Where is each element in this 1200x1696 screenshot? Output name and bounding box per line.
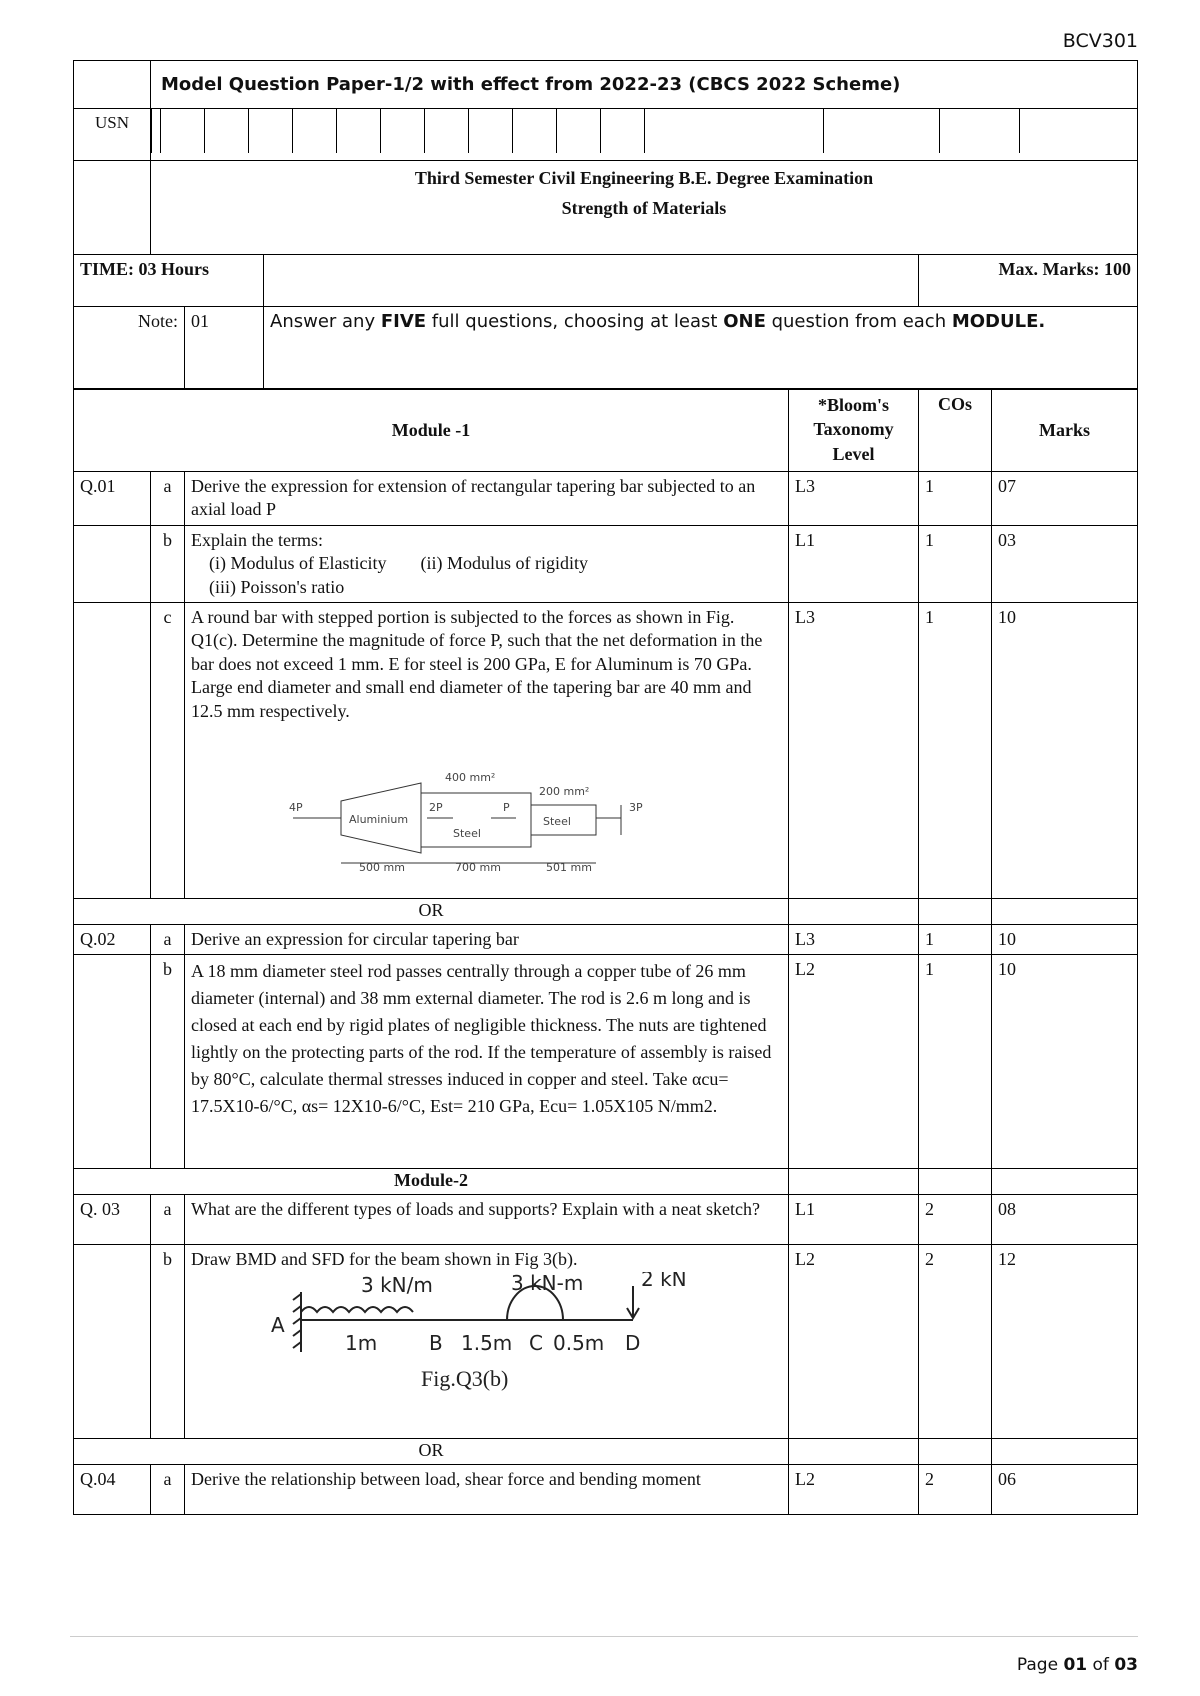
question-row: Q.02 a Derive an expression for circular tapering bar L3 1 10	[74, 924, 1138, 954]
question-number: Q. 03	[74, 1195, 151, 1245]
label-aluminium: Aluminium	[349, 812, 409, 826]
question-text: What are the different types of loads and supports? Explain with a neat sketch?	[185, 1195, 789, 1245]
question-row: Q.01 a Derive the expression for extension of rectangular tapering bar subjected to an axial load P L3 1 07	[74, 472, 1138, 526]
label-3p: 3P	[629, 800, 643, 814]
question-paper-table	[73, 60, 1138, 1515]
subject-title: Strength of Materials	[561, 197, 727, 218]
footer-divider	[70, 1636, 1138, 1637]
question-row: b A 18 mm diameter steel rod passes centrally through a copper tube of 26 mm diameter (internal) and 38 mm external diameter. The rod is 2.6 m long and is closed at each end by rigid plates of negligible thickness. The nuts are tightened lightly on the protecting parts of the rod. If the temperature of assembly is raised by 80°C, calculate thermal stresses induced in copper and steel. Take αcu= 17.5X10-6/°C, αs= 12X10-6/°C, Est= 210 GPa, Ecu= 1.05X105 N/mm2. L2 1 10	[74, 955, 1138, 1169]
fig-caption: Fig.Q3(b)	[421, 1365, 509, 1391]
or-separator: OR	[74, 1439, 789, 1465]
question-number: Q.01	[74, 472, 151, 526]
usn-field[interactable]	[151, 109, 1138, 161]
question-text: Derive an expression for circular tapering bar	[185, 924, 789, 954]
label-point-d: D	[625, 1330, 641, 1355]
label-point-a: A	[271, 1312, 285, 1337]
question-text: Derive the expression for extension of rectangular tapering bar subjected to an axial load P	[185, 472, 789, 526]
exam-title: Third Semester Civil Engineering B.E. Degree Examination	[414, 168, 874, 188]
max-marks: Max. Marks: 100	[919, 255, 1138, 307]
model-paper-title: Model Question Paper-1/2 with effect from 2022-23 (CBCS 2022 Scheme)	[151, 61, 1138, 109]
module-1-heading: Module -1	[74, 390, 789, 472]
label-moment: 3 kN-m	[511, 1271, 584, 1295]
usn-label: USN	[74, 109, 151, 161]
question-text: Draw BMD and SFD for the beam shown in Fig 3(b). 3 kN/m 3 kN-m 2 kN A 1m B 1.5m C 0.5m D Fig.Q3(b)	[185, 1245, 789, 1439]
note-number: 01	[185, 307, 264, 389]
label-point-load: 2 kN	[641, 1271, 687, 1291]
module-2-heading: Module-2	[74, 1169, 789, 1195]
question-text: A round bar with stepped portion is subjected to the forces as shown in Fig. Q1(c). Determine the magnitude of force P, such that the net deformation in the bar does not exceed 1 mm. E for steel is 200 GPa, E for Aluminum is 70 GPa. Large end diameter and small end diameter of the tapering bar are 40 mm and 12.5 mm respectively. 4P Aluminium 2P P 3P 400 mm² 200 mm² Steel Steel 500 mm 700 mm 501 mm	[185, 602, 789, 898]
label-area-400: 400 mm²	[445, 770, 496, 784]
fig-q1c-stepped-bar	[191, 753, 751, 873]
label-p: P	[503, 800, 510, 814]
label-point-b: B	[429, 1330, 443, 1355]
label-area-200: 200 mm²	[539, 784, 590, 798]
question-text: A 18 mm diameter steel rod passes centrally through a copper tube of 26 mm diameter (internal) and 38 mm external diameter. The rod is 2.6 m long and is closed at each end by rigid plates of negligible thickness. The nuts are tightened lightly on the protecting parts of the rod. If the temperature of assembly is raised by 80°C, calculate thermal stresses induced in copper and steel. Take αcu= 17.5X10-6/°C, αs= 12X10-6/°C, Est= 210 GPa, Ecu= 1.05X105 N/mm2.	[185, 955, 789, 1169]
question-row: b Draw BMD and SFD for the beam shown in Fig 3(b). 3 kN/m 3 kN-m 2 kN A 1m B 1.5m C 0.5m D Fig.Q3(b) L2 2 12	[74, 1245, 1138, 1439]
label-len-500: 500 mm	[359, 860, 405, 873]
label-dist-3: 0.5m	[553, 1330, 605, 1355]
marks-header: Marks	[992, 390, 1138, 472]
page-number: Page 01 of 03	[1016, 1655, 1138, 1675]
question-number: Q.02	[74, 924, 151, 954]
label-point-c: C	[529, 1330, 543, 1355]
cos-header: COs	[919, 390, 992, 472]
blooms-header: *Bloom's Taxonomy Level	[789, 390, 919, 472]
question-text: Derive the relationship between load, shear force and bending moment	[185, 1465, 789, 1515]
note-label: Note:	[74, 307, 185, 389]
question-row: Q.04 a Derive the relationship between load, shear force and bending moment L2 2 06	[74, 1465, 1138, 1515]
question-row: b Explain the terms: (i) Modulus of Elasticity (ii) Modulus of rigidity (iii) Poisson's ratio L1 1 03	[74, 525, 1138, 602]
question-row: Q. 03 a What are the different types of loads and supports? Explain with a neat sketch? L1 2 08	[74, 1195, 1138, 1245]
label-2p: 2P	[429, 800, 443, 814]
usn-boxes[interactable]	[151, 109, 1137, 153]
exam-title-block	[151, 161, 1138, 255]
label-dist-1: 1m	[345, 1330, 378, 1355]
question-text: Explain the terms: (i) Modulus of Elasticity (ii) Modulus of rigidity (iii) Poisson's ratio	[185, 525, 789, 602]
subject-code: BCV301	[1062, 30, 1138, 52]
label-steel-2: Steel	[543, 814, 571, 828]
label-len-501: 501 mm	[546, 860, 592, 873]
note-text: Answer any FIVE full questions, choosing at least ONE question from each MODULE.	[264, 307, 1138, 389]
label-udl: 3 kN/m	[361, 1272, 433, 1297]
question-number: Q.04	[74, 1465, 151, 1515]
label-dist-2: 1.5m	[461, 1330, 513, 1355]
time-label: TIME: 03 Hours	[74, 255, 264, 307]
label-len-700: 700 mm	[455, 860, 501, 873]
or-separator: OR	[74, 898, 789, 924]
label-steel-1: Steel	[453, 826, 481, 840]
label-4p: 4P	[289, 800, 303, 814]
question-row: c A round bar with stepped portion is subjected to the forces as shown in Fig. Q1(c). Determine the magnitude of force P, such that the net deformation in the bar does not exceed 1 mm. E for steel is 200 GPa, E for Aluminum is 70 GPa. Large end diameter and small end diameter of the tapering bar are 40 mm and 12.5 mm respectively. 4P Aluminium 2P P 3P 400 mm² 200 mm² Steel Steel 500 mm 700 mm 501 mm L3 1 10	[74, 602, 1138, 898]
fig-q3b-beam	[261, 1272, 741, 1412]
